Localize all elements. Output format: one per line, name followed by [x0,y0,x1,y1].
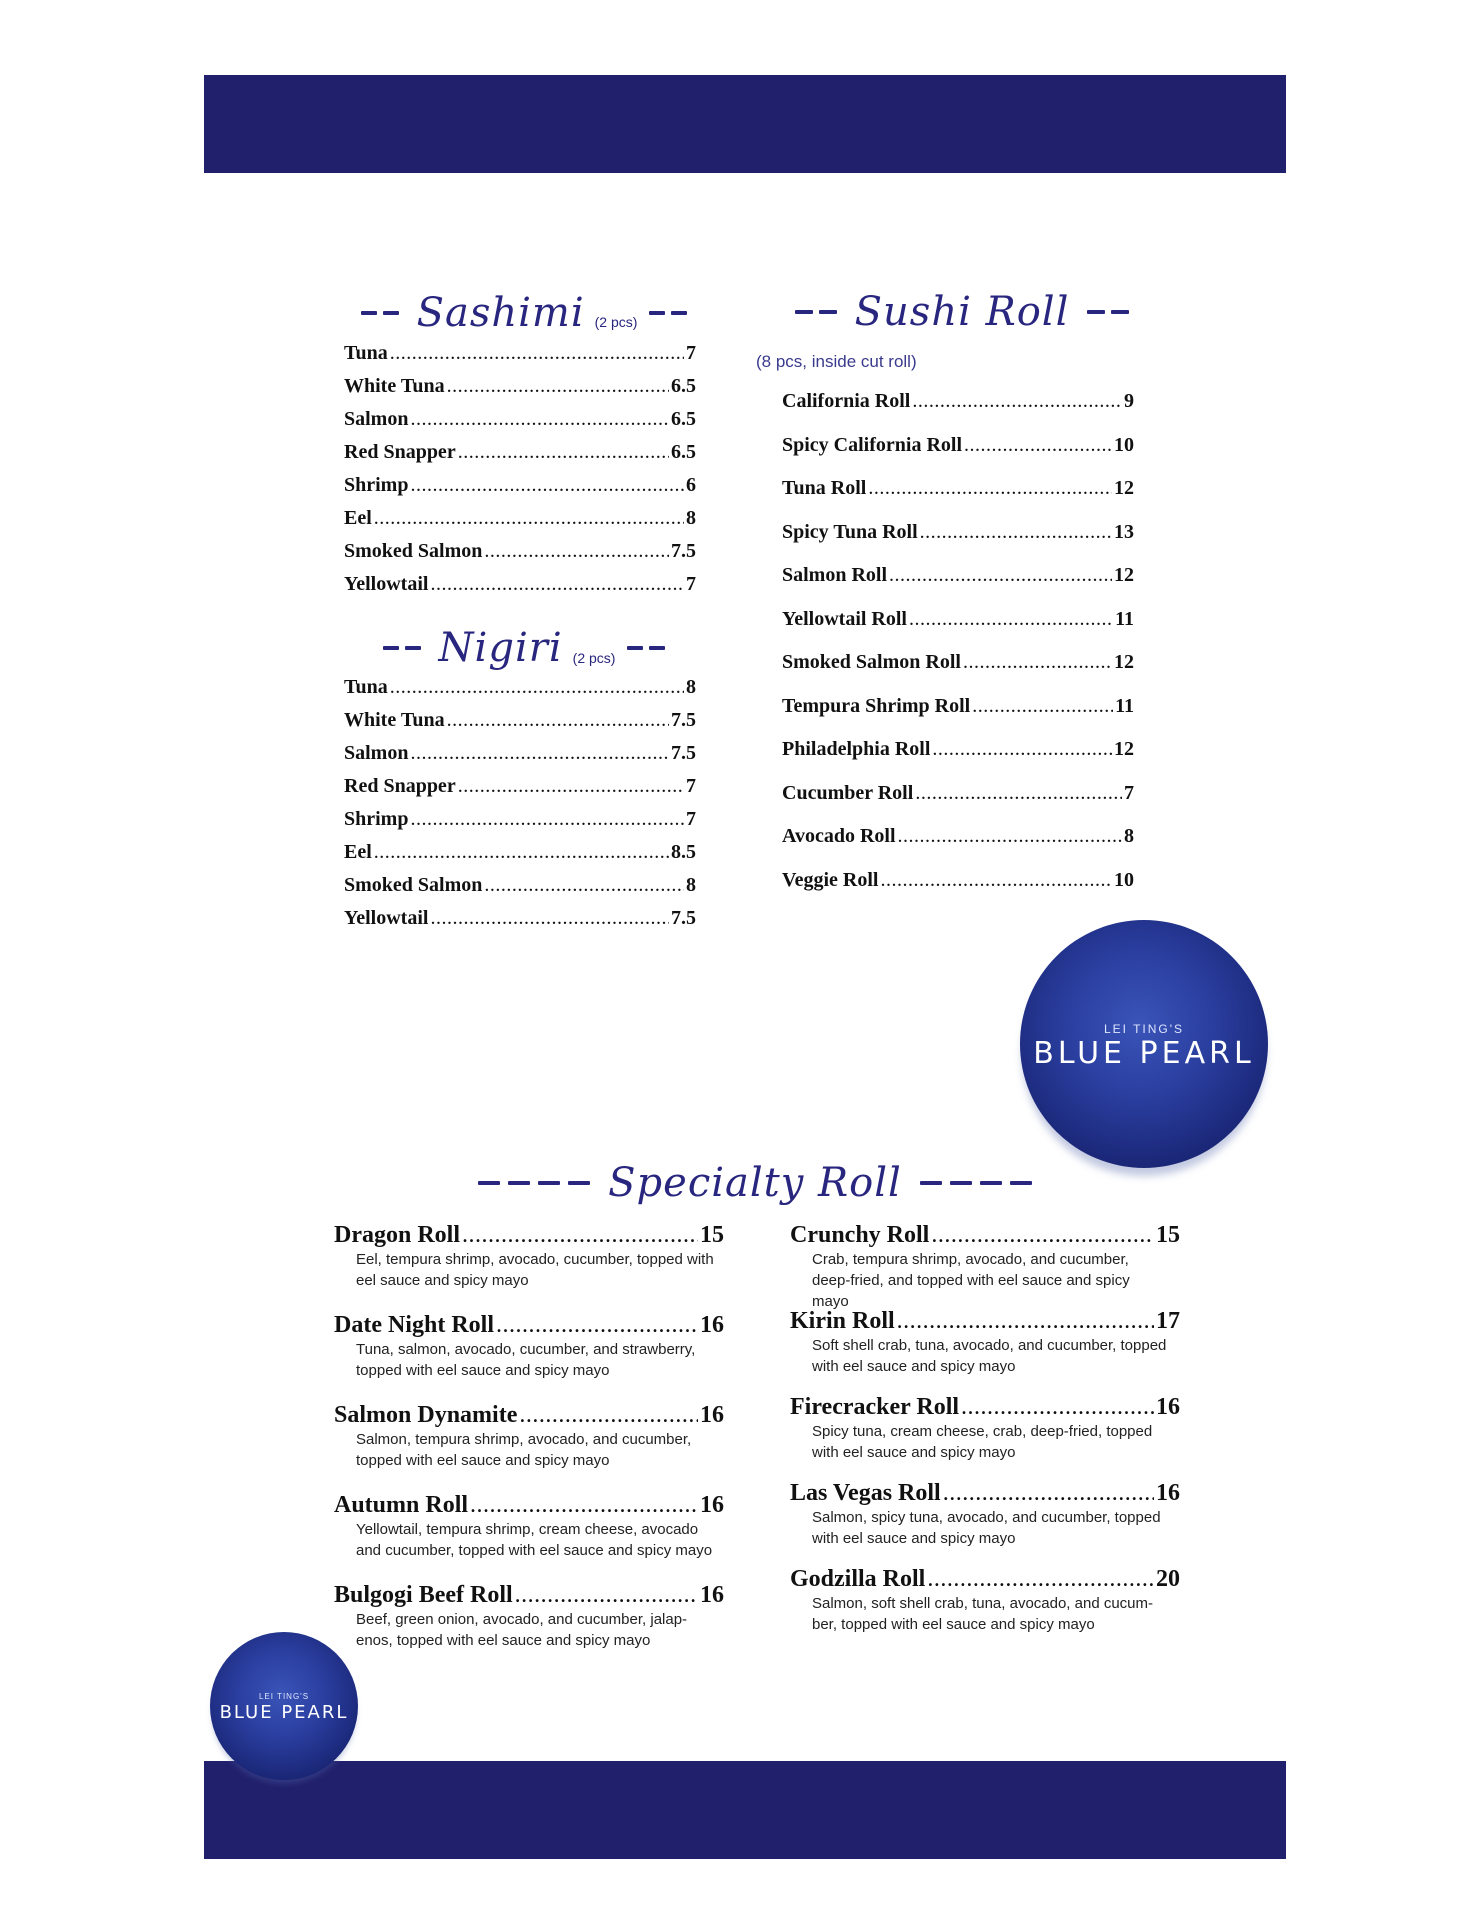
dot-leader [496,1312,698,1339]
dot-leader [458,441,669,464]
menu-item-name: Avocado Roll [782,825,896,847]
menu-item-price: 6.5 [671,441,696,463]
dot-leader [972,695,1113,718]
menu-item-price: 12 [1114,477,1134,499]
specialty-item-description: Tuna, salmon, avocado, cucumber, and strawberry, topped with eel sauce and spicy mayo [356,1341,696,1379]
menu-item [782,564,1134,608]
header-band [204,75,1286,173]
specialty-item-description: Eel, tempura shrimp, avocado, cucumber, topped with eel sauce and spicy mayo [356,1251,714,1289]
menu-item-name: California Roll [782,390,911,412]
heading-dash [920,1181,942,1185]
menu-item-price: 6.5 [671,375,696,397]
menu-item-name: Red Snapper [344,441,456,463]
menu-item-price: 8 [686,874,696,896]
menu-item [782,608,1134,652]
heading-dash [383,646,399,650]
logo-brand: BLUE PEARL [1033,1036,1255,1071]
menu-item-name: Eel [344,841,372,863]
menu-item-price: 8 [1124,825,1134,847]
menu-item-price: 7.5 [671,742,696,764]
menu-item-price: 11 [1115,607,1134,630]
menu-item-price: 7 [686,808,696,830]
heading-dash [1010,1181,1032,1185]
dot-leader [447,709,669,732]
menu-item [344,540,696,573]
sushi-roll-subtitle: (8 pcs, inside cut roll) [756,352,917,371]
menu-item-name: Cucumber Roll [782,781,914,804]
heading-dash [649,311,665,315]
specialty-item-description: Soft shell crab, tuna, avocado, and cucumber, topped with eel sauce and spicy mayo [812,1337,1167,1375]
heading-dash [627,646,643,650]
specialty-item-description: Beef, green onion, avocado, and cucumber, jalap-enos, topped with eel sauce and spicy mayo [356,1611,688,1649]
menu-item-name: Smoked Salmon Roll [782,651,961,673]
specialty-item-name: Autumn Roll [334,1492,469,1518]
dot-leader [931,1222,1154,1249]
specialty-item-description: Crab, tempura shrimp, avocado, and cucumber, deep-fried, and topped with eel sauce and spicy mayo [812,1251,1130,1310]
dot-leader [943,1480,1154,1507]
specialty-item-name: Bulgogi Beef Roll [334,1582,513,1608]
menu-item [782,869,1134,913]
menu-item [344,441,696,474]
menu-item-name: Eel [344,507,372,529]
specialty-right-column [790,1222,1180,1652]
menu-item-name: White Tuna [344,375,445,397]
nigiri-heading [348,622,700,674]
menu-item-name: Yellowtail Roll [782,607,907,630]
dot-leader [963,651,1112,674]
logo-pretitle: LEI TING'S [258,1692,310,1701]
menu-item-name: Spicy California Roll [782,433,963,456]
menu-item-price: 12 [1114,738,1134,760]
sashimi-note: (2 pcs) [594,314,638,330]
menu-item [344,808,696,841]
sashimi-title: Sashimi [416,290,585,336]
specialty-item-name: Salmon Dynamite [334,1402,518,1428]
heading-dash [361,311,377,315]
dot-leader [484,540,669,563]
menu-item-name: Tempura Shrimp Roll [782,694,971,717]
specialty-item [334,1402,724,1492]
menu-item-name: Salmon [344,742,409,764]
footer-band [204,1761,1286,1859]
heading-dash [649,646,665,650]
dot-leader [898,825,1122,848]
specialty-item-name: Las Vegas Roll [790,1480,941,1506]
menu-item [782,695,1134,739]
menu-item-name: Smoked Salmon [344,540,483,562]
specialty-left-column [334,1222,724,1672]
menu-item-price: 12 [1114,651,1134,673]
logo-brand: BLUE PEARL [219,1702,349,1723]
specialty-item-header [790,1222,1180,1249]
menu-item-name: Smoked Salmon [344,874,483,896]
menu-item-price: 12 [1114,564,1134,586]
menu-item [344,841,696,874]
specialty-item-header [790,1566,1180,1593]
specialty-item [790,1394,1180,1480]
dot-leader [964,434,1112,457]
menu-item-price: 7 [686,342,696,364]
menu-item [782,390,1134,434]
dot-leader [868,477,1112,500]
dot-leader [519,1402,698,1429]
heading-dash [383,311,399,315]
specialty-item-price: 16 [700,1402,724,1428]
dot-leader [462,1222,698,1249]
heading-dash [1111,310,1129,314]
dot-leader [909,608,1113,631]
menu-item [782,521,1134,565]
menu-item [782,651,1134,695]
heading-dash [1087,310,1105,314]
menu-item [344,408,696,441]
specialty-item-price: 16 [700,1582,724,1608]
specialty-item-price: 16 [700,1312,724,1338]
dot-leader [961,1394,1154,1421]
heading-dash [405,646,421,650]
sashimi-list [344,342,696,606]
menu-item-price: 10 [1114,868,1134,891]
menu-item [344,507,696,540]
menu-item-price: 7.5 [671,907,696,929]
menu-item [782,738,1134,782]
menu-item-price: 10 [1114,433,1134,456]
specialty-item-header [790,1308,1180,1335]
specialty-item-description: Salmon, soft shell crab, tuna, avocado, and cucum-ber, topped with eel sauce and spicy mayo [812,1595,1154,1633]
specialty-item-name: Date Night Roll [334,1312,494,1338]
menu-item-price: 8 [686,676,696,698]
specialty-item-description: Salmon, tempura shrimp, avocado, and cucumber, topped with eel sauce and spicy mayo [356,1431,692,1469]
blue-pearl-logo [1020,920,1268,1168]
blue-pearl-logo-small [210,1632,358,1780]
specialty-item [334,1312,724,1402]
heading-dash [819,310,837,314]
dot-leader [390,342,684,365]
specialty-roll-title: Specialty Roll [608,1160,902,1206]
menu-item-price: 11 [1115,694,1134,717]
menu-item-price: 7 [686,775,696,797]
menu-item-price: 8 [686,507,696,529]
heading-dash [950,1181,972,1185]
menu-item-price: 7.5 [671,540,696,562]
dot-leader [430,907,669,930]
menu-item-name: Yellowtail [344,907,429,929]
menu-item-name: Tuna [344,342,388,364]
heading-dash [671,311,687,315]
specialty-item-price: 16 [700,1492,724,1518]
sushi-roll-heading [780,286,1144,338]
dot-leader [470,1492,698,1519]
specialty-item-header [334,1312,724,1339]
dot-leader [927,1566,1154,1593]
specialty-item [790,1566,1180,1652]
menu-item [344,775,696,808]
specialty-item-name: Godzilla Roll [790,1566,926,1592]
specialty-item [334,1582,724,1672]
heading-dash [568,1181,590,1185]
specialty-item-description: Yellowtail, tempura shrimp, cream cheese, avocado and cucumber, topped with eel sauce and spicy mayo [356,1521,713,1559]
menu-item-price: 13 [1114,520,1134,543]
menu-item-name: Philadelphia Roll [782,738,931,760]
specialty-item-header [334,1582,724,1609]
specialty-item-header [790,1394,1180,1421]
specialty-item-name: Firecracker Roll [790,1394,960,1420]
heading-dash [980,1181,1002,1185]
specialty-item-name: Crunchy Roll [790,1222,930,1248]
menu-item-name: Shrimp [344,808,409,830]
dot-leader [915,782,1122,805]
menu-item-name: Veggie Roll [782,868,879,891]
menu-item [344,474,696,507]
heading-dash [538,1181,560,1185]
menu-item [344,342,696,375]
dot-leader [515,1582,698,1609]
menu-item [344,907,696,940]
menu-item [344,573,696,606]
dot-leader [880,869,1112,892]
specialty-item-header [334,1402,724,1429]
sushi-roll-list [782,390,1134,912]
dot-leader [484,874,684,897]
menu-item-price: 9 [1124,390,1134,412]
dot-leader [458,775,684,798]
specialty-item-name: Dragon Roll [334,1222,460,1248]
specialty-item [334,1222,724,1312]
specialty-item [334,1492,724,1582]
specialty-item-header [790,1480,1180,1507]
specialty-item-price: 16 [1156,1394,1180,1420]
menu-item-price: 6.5 [671,408,696,430]
menu-item-name: Salmon [344,408,409,430]
specialty-item [790,1480,1180,1566]
heading-dash [508,1181,530,1185]
menu-item-name: Tuna Roll [782,477,867,499]
dot-leader [897,1308,1154,1335]
dot-leader [912,390,1122,413]
specialty-item-price: 17 [1156,1308,1180,1334]
menu-item-name: Red Snapper [344,775,456,797]
menu-item-name: Spicy Tuna Roll [782,520,918,543]
dot-leader [410,408,669,431]
specialty-item-header [334,1492,724,1519]
nigiri-list [344,676,696,940]
dot-leader [447,375,669,398]
specialty-item-price: 16 [1156,1480,1180,1506]
menu-item [782,477,1134,521]
menu-item [782,825,1134,869]
specialty-item-price: 15 [1156,1222,1180,1248]
menu-item-price: 7 [686,573,696,595]
specialty-item-price: 20 [1156,1566,1180,1592]
dot-leader [932,738,1112,761]
menu-item [344,874,696,907]
dot-leader [410,742,669,765]
menu-item-name: Shrimp [344,474,409,496]
dot-leader [920,521,1112,544]
dot-leader [374,507,684,530]
menu-item-name: White Tuna [344,709,445,731]
specialty-item-description: Spicy tuna, cream cheese, crab, deep-fried, topped with eel sauce and spicy mayo [812,1423,1153,1461]
nigiri-note: (2 pcs) [572,650,616,666]
dot-leader [430,573,684,596]
menu-item-price: 6 [686,474,696,496]
logo-pretitle: LEI TING'S [1103,1022,1185,1036]
specialty-item [790,1308,1180,1394]
menu-item [344,676,696,709]
heading-dash [478,1181,500,1185]
dot-leader [374,841,669,864]
specialty-item-name: Kirin Roll [790,1308,895,1334]
sashimi-heading [348,288,700,338]
dot-leader [410,808,684,831]
specialty-item-header [334,1222,724,1249]
menu-item-price: 8.5 [671,841,696,863]
menu-item [782,782,1134,826]
specialty-item-description: Salmon, spicy tuna, avocado, and cucumber, topped with eel sauce and spicy mayo [812,1509,1161,1547]
menu-item-name: Tuna [344,676,388,698]
menu-item-name: Salmon Roll [782,564,888,586]
menu-item [344,742,696,775]
heading-dash [795,310,813,314]
menu-item-price: 7 [1124,781,1134,804]
menu-item-price: 7.5 [671,709,696,731]
menu-item [344,709,696,742]
specialty-item [790,1222,1180,1308]
dot-leader [390,676,684,699]
specialty-item-price: 15 [700,1222,724,1248]
dot-leader [410,474,684,497]
menu-item-name: Yellowtail [344,573,429,595]
specialty-roll-heading [470,1155,1040,1211]
dot-leader [889,564,1112,587]
menu-item [344,375,696,408]
sushi-roll-title: Sushi Roll [854,289,1070,335]
menu-item [782,434,1134,478]
nigiri-title: Nigiri [438,625,563,671]
